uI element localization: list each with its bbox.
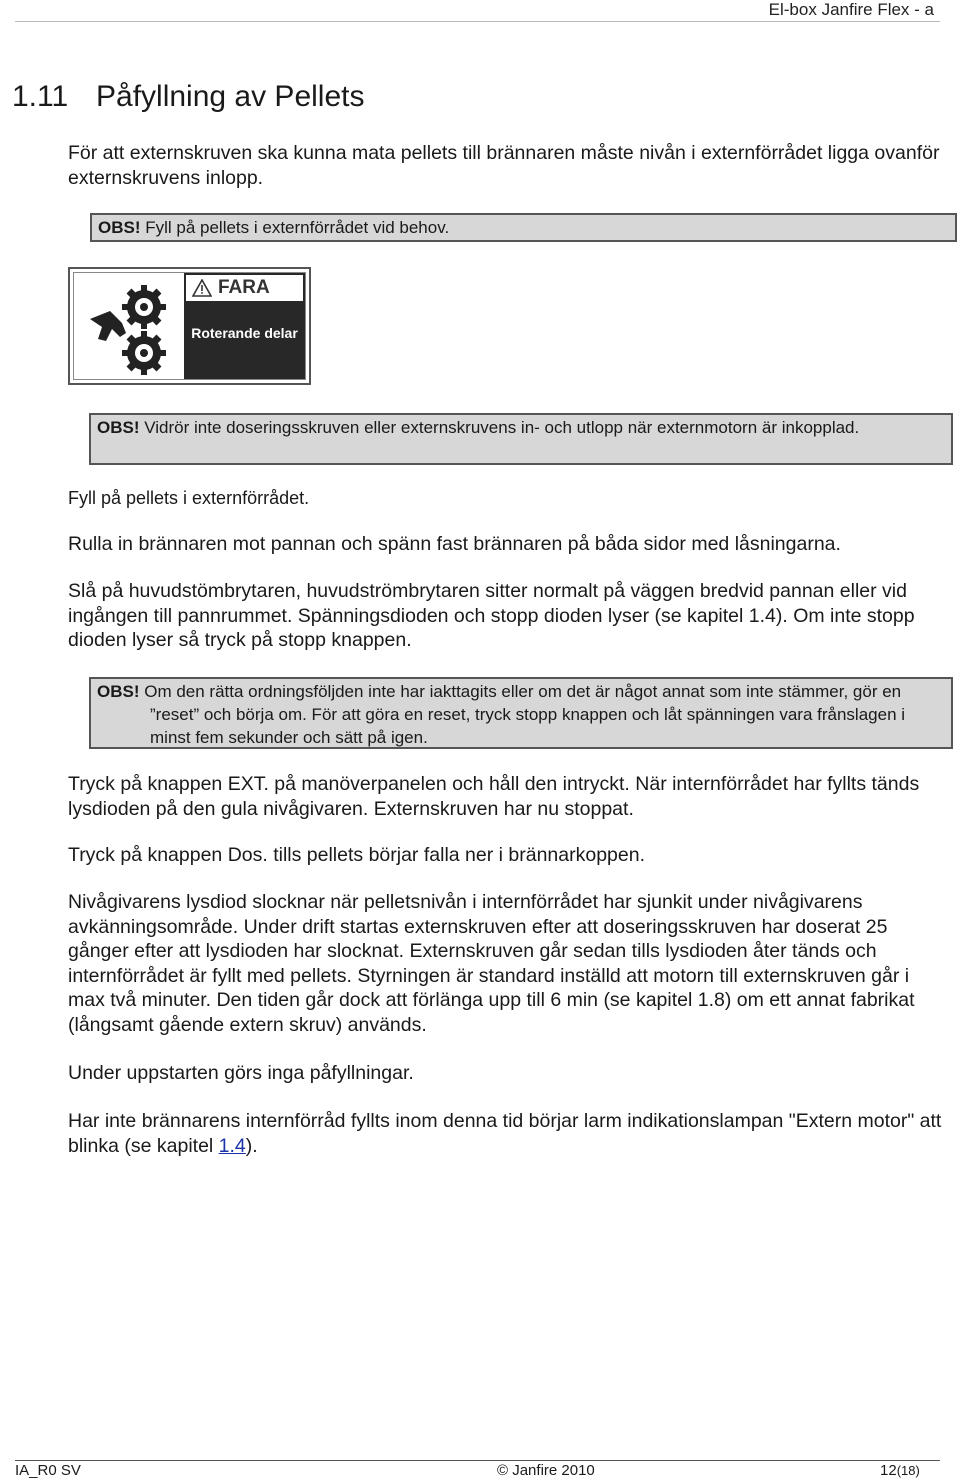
warning-triangle-icon <box>192 279 212 297</box>
obs-label: OBS! <box>98 218 141 237</box>
chapter-link[interactable]: 1.4 <box>218 1134 246 1157</box>
obs-notice-text: Om den rätta ordningsföljden inte har iakttagits eller om det är något annat som inte stämmer, gör en ”reset” och börja om. För att göra en reset, tryck stopp knappen och låt spänningen vara frånslagen i minst fem sekunder och sätt på igen. <box>139 682 906 747</box>
obs-notice-dont-touch <box>89 413 953 465</box>
fill-paragraph: Fyll på pellets i externförrådet. <box>68 488 310 508</box>
obs-notice-reset <box>89 677 953 749</box>
copyright: © Janfire 2010 <box>497 1462 595 1479</box>
rotating-gears-hand-icon <box>80 279 180 383</box>
fara-label: FARA <box>218 277 270 298</box>
section-heading <box>12 80 364 114</box>
startup-paragraph: Under uppstarten görs inga påfyllningar. <box>68 1062 414 1084</box>
alarm-text: Har inte brännarens internförråd fyllts inom denna tid börjar larm indikationslampan "Extern motor" att blinka (se kapitel <box>68 1110 942 1157</box>
rotating-parts-label: Roterande delar <box>191 325 298 341</box>
page-number <box>880 1462 920 1479</box>
obs-label: OBS! <box>97 418 140 437</box>
document-header-title: El-box Janfire Flex - a <box>768 0 934 19</box>
page-total: (18) <box>896 1463 920 1478</box>
main-switch-paragraph: Slå på huvudstömbrytaren, huvudströmbrytaren sitter normalt på väggen bredvid pannan eller vid ingången till pannrummet. Spänningsdioden och stopp dioden lyser (se kapitel 1.4). Om inte stopp dioden lyser så tryck på stopp knappen. <box>68 580 915 651</box>
obs-notice-text: Fyll på pellets i externförrådet vid behov. <box>140 218 450 237</box>
page-current: 12 <box>880 1462 897 1479</box>
footer-divider <box>15 1460 940 1461</box>
dos-button-paragraph: Tryck på knappen Dos. tills pellets börjar falla ner i brännarkoppen. <box>68 844 645 866</box>
obs-notice-refill <box>90 213 957 242</box>
warning-sign-frame <box>73 272 306 380</box>
section-title: Påfyllning av Pellets <box>96 80 365 113</box>
section-number: 1.11 <box>12 80 69 113</box>
document-id: IA_R0 SV <box>15 1462 81 1479</box>
intro-paragraph: För att externskruven ska kunna mata pellets till brännaren måste nivån i externförrådet ligga ovanför externskruvens inlopp. <box>68 142 940 189</box>
alarm-text-end: ). <box>245 1134 258 1157</box>
danger-warning-sign <box>68 267 311 385</box>
level-sensor-paragraph: Nivågivarens lysdiod slocknar när pelletsnivån i internförrådet har sjunkit under nivågivarens avkänningsområde. Under drift startas externskruven efter att doseringsskruven har doserat 25 gånger efter att lysdioden har slocknat. Externskruven går sedan tills lysdioden åter tänds och internförrådet är fyllt med pellets. Styrningen är standard inställd att motorn till externskruven går i max två minuter. Den tiden går dock att förlänga upp till 6 min (se kapitel 1.8) om ett annat fabrikat (långsamt gående extern skruv) används. <box>68 891 915 1036</box>
obs-notice-text: Vidrör inte doseringsskruven eller externskruvens in- och utlopp när externmotorn är inkopplad. <box>139 418 860 437</box>
obs-label: OBS! <box>97 682 140 701</box>
alarm-paragraph <box>68 1109 942 1158</box>
roll-in-paragraph: Rulla in brännaren mot pannan och spänn fast brännaren på båda sidor med låsningarna. <box>68 533 841 555</box>
ext-button-paragraph: Tryck på knappen EXT. på manöverpanelen och håll den intryckt. När internförrådet har fyllts tänds lysdioden på den gula nivågivaren. Externskruven har nu stoppat. <box>68 773 920 820</box>
header-divider <box>15 21 940 22</box>
fara-band <box>186 275 303 301</box>
